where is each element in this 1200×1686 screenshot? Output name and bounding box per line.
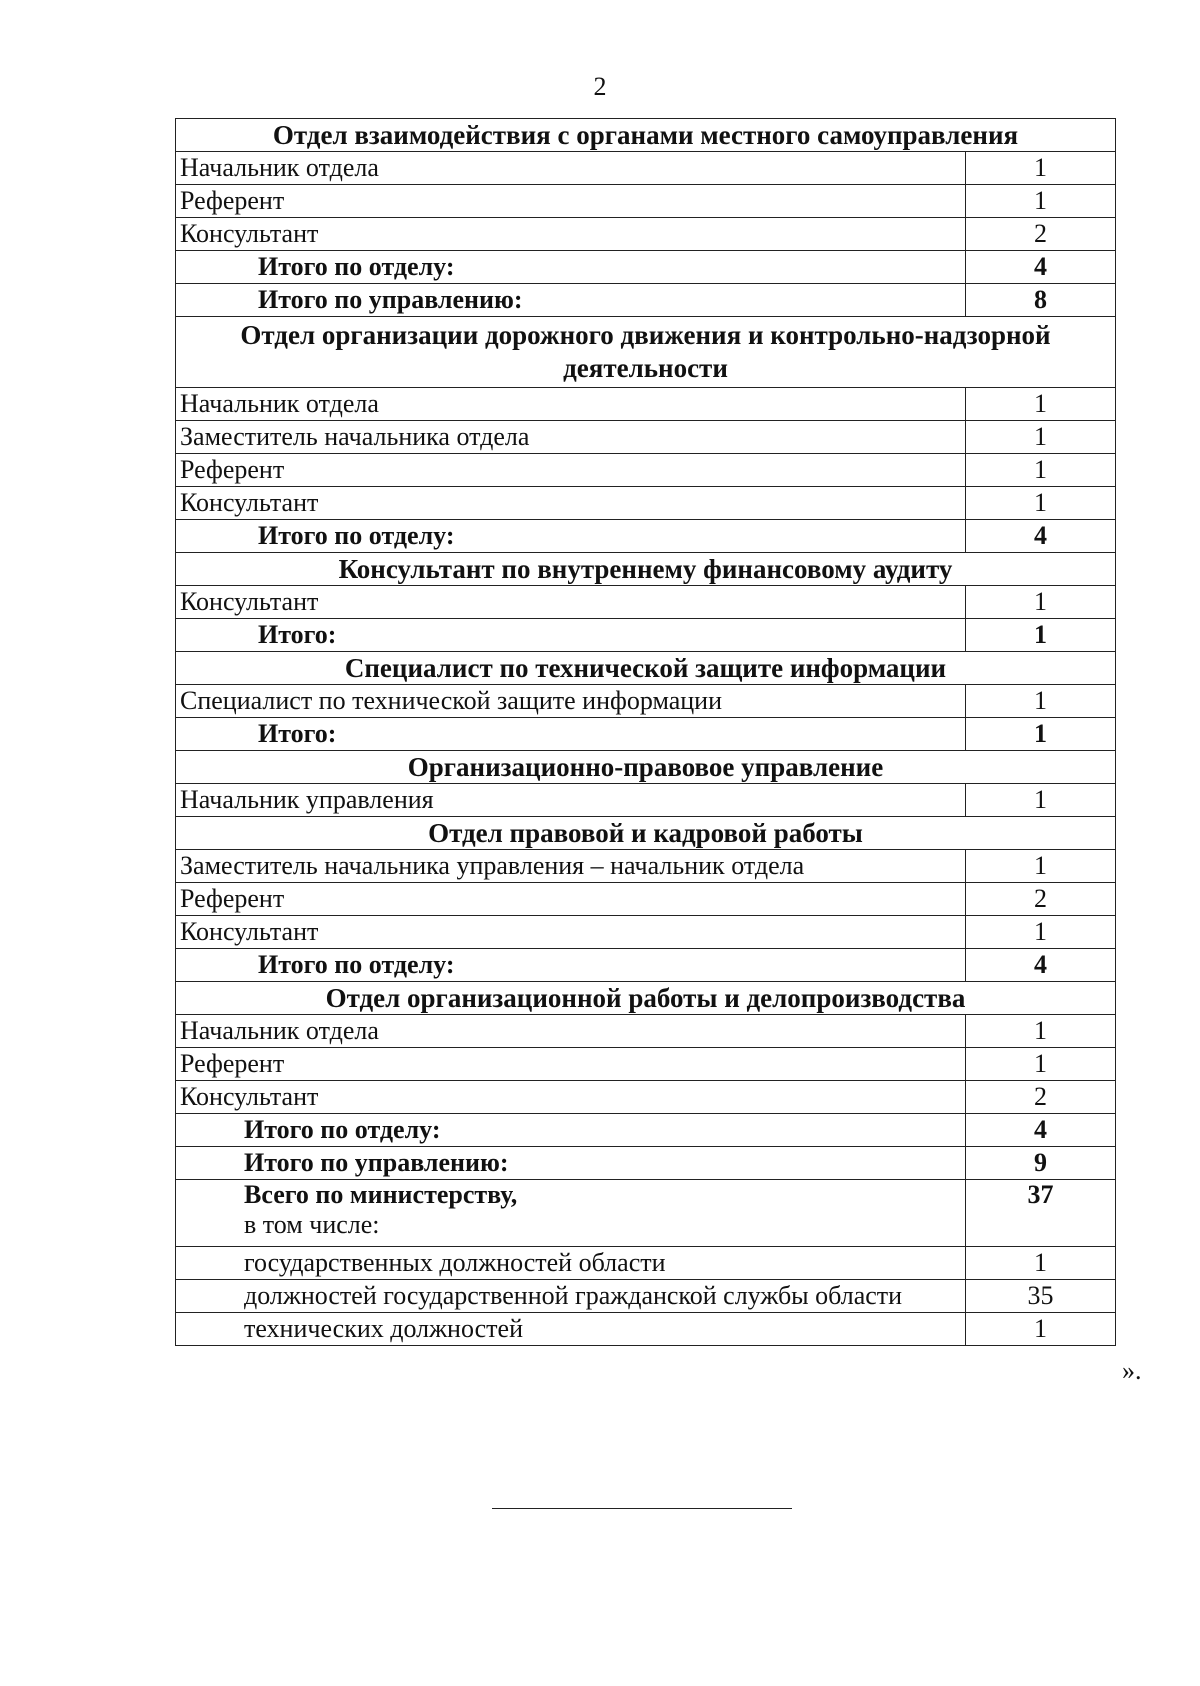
section-header-row <box>176 317 1116 388</box>
total-value: 9 <box>966 1147 1116 1180</box>
position-count: 1 <box>966 916 1116 949</box>
position-name: Референт <box>176 454 966 487</box>
position-name: Консультант <box>176 218 966 251</box>
section-title: Консультант по внутреннему финансовому аудиту <box>176 553 1116 586</box>
total-label: Итого по отделу: <box>176 949 966 982</box>
position-row <box>176 586 1116 619</box>
position-row <box>176 218 1116 251</box>
section-title: Специалист по технической защите информации <box>176 652 1116 685</box>
page-number: 2 <box>593 72 607 101</box>
breakdown-value: 35 <box>966 1280 1116 1313</box>
section-title: Отдел организационной работы и делопроизводства <box>176 982 1116 1015</box>
position-name: Начальник отдела <box>176 152 966 185</box>
position-row <box>176 1015 1116 1048</box>
position-row <box>176 1048 1116 1081</box>
position-name: Начальник отдела <box>176 388 966 421</box>
position-count: 1 <box>966 1048 1116 1081</box>
breakdown-row <box>176 1247 1116 1280</box>
position-count: 1 <box>966 784 1116 817</box>
position-name: Консультант <box>176 1081 966 1114</box>
total-value: 4 <box>966 520 1116 553</box>
grand-total-value: 37 <box>966 1180 1116 1247</box>
position-name: Начальник отдела <box>176 1015 966 1048</box>
end-separator-line <box>492 1508 792 1509</box>
total-label: Итого по отделу: <box>176 251 966 284</box>
position-row <box>176 1081 1116 1114</box>
position-name: Консультант <box>176 916 966 949</box>
total-row <box>176 520 1116 553</box>
position-row <box>176 850 1116 883</box>
total-value: 4 <box>966 251 1116 284</box>
grand-total-row <box>176 1180 1116 1247</box>
total-row <box>176 1114 1116 1147</box>
position-count: 1 <box>966 850 1116 883</box>
position-count: 1 <box>966 586 1116 619</box>
total-row <box>176 619 1116 652</box>
total-value: 4 <box>966 949 1116 982</box>
grand-total-label: Всего по министерству, <box>244 1180 518 1209</box>
position-row <box>176 388 1116 421</box>
position-name: Консультант <box>176 586 966 619</box>
total-label: Итого: <box>176 718 966 751</box>
section-header-row <box>176 553 1116 586</box>
position-count: 1 <box>966 1015 1116 1048</box>
section-header-row <box>176 652 1116 685</box>
total-label: Итого по отделу: <box>176 520 966 553</box>
breakdown-row <box>176 1313 1116 1346</box>
total-row <box>176 284 1116 317</box>
position-count: 2 <box>966 218 1116 251</box>
closing-quote-mark: ». <box>1122 1356 1142 1385</box>
position-name: Референт <box>176 883 966 916</box>
breakdown-value: 1 <box>966 1247 1116 1280</box>
position-count: 1 <box>966 421 1116 454</box>
position-count: 2 <box>966 883 1116 916</box>
total-value: 4 <box>966 1114 1116 1147</box>
total-value: 1 <box>966 619 1116 652</box>
position-row <box>176 883 1116 916</box>
grand-total-label-cell <box>176 1180 966 1247</box>
position-row <box>176 916 1116 949</box>
section-header-row <box>176 119 1116 152</box>
total-label: Итого по отделу: <box>176 1114 966 1147</box>
breakdown-label: должностей государственной гражданской службы области <box>176 1280 966 1313</box>
section-title: Организационно-правовое управление <box>176 751 1116 784</box>
breakdown-label: государственных должностей области <box>176 1247 966 1280</box>
position-count: 1 <box>966 454 1116 487</box>
section-header-row <box>176 982 1116 1015</box>
section-title: Отдел взаимодействия с органами местного самоуправления <box>176 119 1116 152</box>
position-count: 1 <box>966 388 1116 421</box>
position-name: Специалист по технической защите информации <box>176 685 966 718</box>
position-row <box>176 685 1116 718</box>
breakdown-label: технических должностей <box>176 1313 966 1346</box>
section-header-row <box>176 751 1116 784</box>
position-name: Референт <box>176 185 966 218</box>
position-count: 1 <box>966 152 1116 185</box>
position-row <box>176 152 1116 185</box>
total-label: Итого: <box>176 619 966 652</box>
grand-total-sublabel: в том числе: <box>244 1210 380 1239</box>
position-name: Консультант <box>176 487 966 520</box>
position-row <box>176 421 1116 454</box>
position-name: Начальник управления <box>176 784 966 817</box>
position-row <box>176 454 1116 487</box>
position-count: 1 <box>966 487 1116 520</box>
total-label: Итого по управлению: <box>176 284 966 317</box>
section-header-row <box>176 817 1116 850</box>
position-name: Заместитель начальника отдела <box>176 421 966 454</box>
position-count: 2 <box>966 1081 1116 1114</box>
position-row <box>176 784 1116 817</box>
total-row <box>176 718 1116 751</box>
position-name: Референт <box>176 1048 966 1081</box>
breakdown-value: 1 <box>966 1313 1116 1346</box>
total-value: 1 <box>966 718 1116 751</box>
staffing-table <box>175 118 1116 1346</box>
position-count: 1 <box>966 185 1116 218</box>
position-count: 1 <box>966 685 1116 718</box>
total-row <box>176 251 1116 284</box>
total-row <box>176 1147 1116 1180</box>
section-title: Отдел организации дорожного движения и контрольно-надзорной деятельности <box>176 317 1116 388</box>
position-row <box>176 487 1116 520</box>
position-row <box>176 185 1116 218</box>
total-value: 8 <box>966 284 1116 317</box>
position-name: Заместитель начальника управления – начальник отдела <box>176 850 966 883</box>
total-row <box>176 949 1116 982</box>
total-label: Итого по управлению: <box>176 1147 966 1180</box>
section-title: Отдел правовой и кадровой работы <box>176 817 1116 850</box>
breakdown-row <box>176 1280 1116 1313</box>
